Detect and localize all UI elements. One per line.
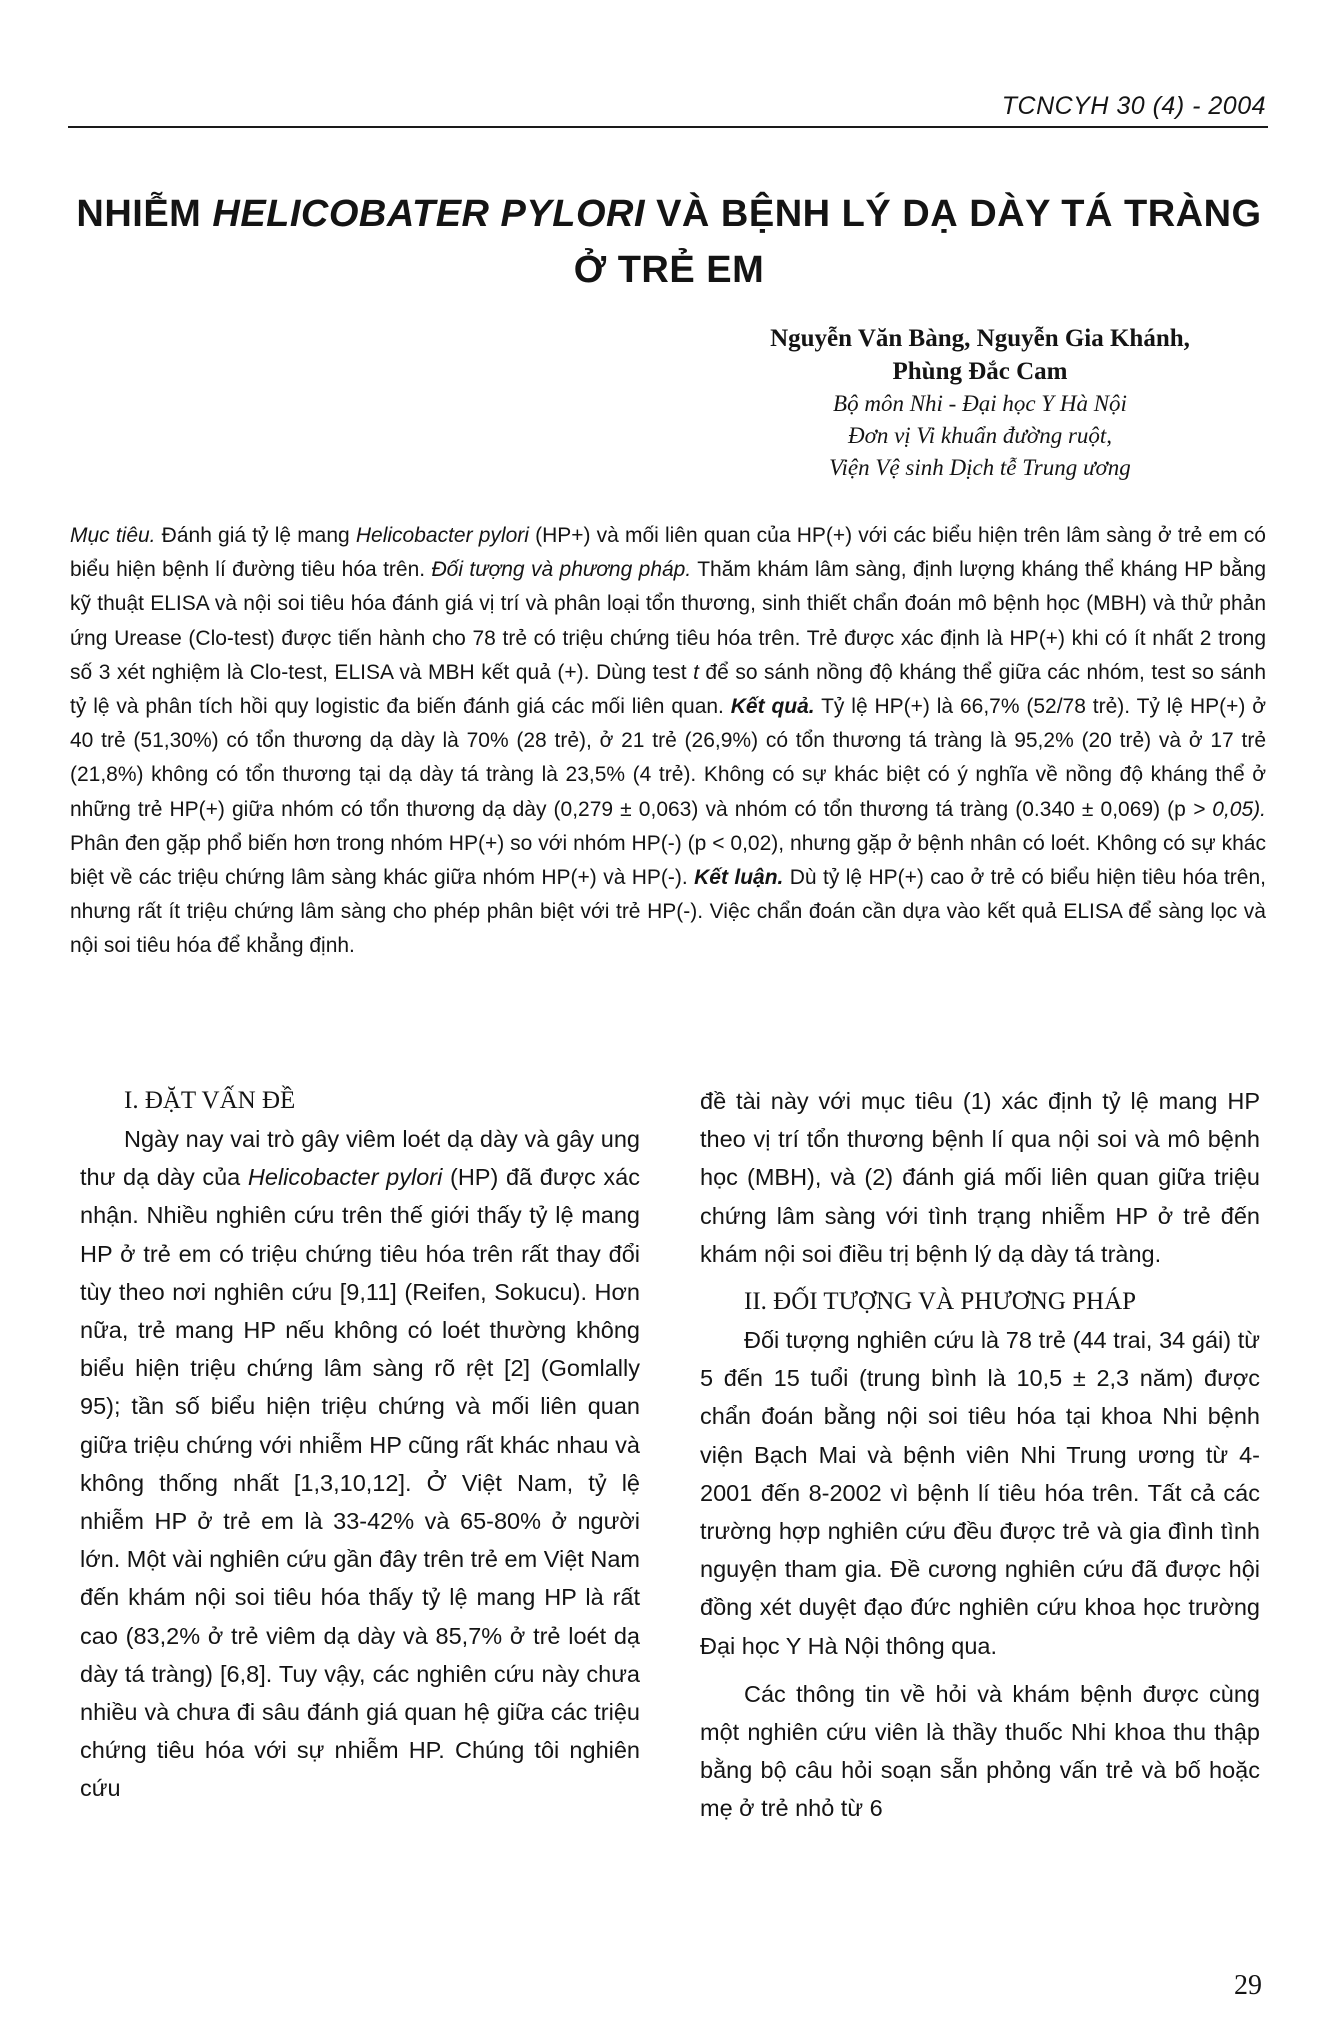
- author-names-line-2: Phùng Đắc Cam: [892, 358, 1068, 385]
- page-number: 29: [1234, 1970, 1262, 2001]
- journal-header: [68, 92, 1268, 128]
- methods-label: Đối tượng và phương pháp.: [431, 558, 692, 582]
- affiliation-1: Bộ môn Nhi - Đại học Y Hà Nội: [833, 391, 1127, 416]
- paragraph-subjects: Đối tượng nghiên cứu là 78 trẻ (44 trai, 34 gái) từ 5 đến 15 tuổi (trung bình là 10,5 ± 2,3 năm) được chẩn đoán bằng nội soi tiêu hóa tại khoa Nhi bệnh viện Bạch Mai và bệnh viên Nhi Trung ương từ 4-2001 đến 8-2002 vì bệnh lí tiêu hóa trên. Tất cả các trường hợp nghiên cứu đều được trẻ và gia đình tình nguyện tham gia. Đề cương nghiên cứu đã được hội đồng xét duyệt đạo đức nghiên cứu khoa học trường Đại học Y Hà Nội thông qua.: [700, 1327, 1260, 1659]
- conclusion-label: Kết luận.: [694, 866, 784, 890]
- section-heading-introduction: I. ĐẶT VẤN ĐỀ: [124, 1087, 296, 1114]
- title-line-1: NHIỄM HELICOBATER PYLORI VÀ BỆNH LÝ DẠ DÀY TÁ TRÀNG: [76, 193, 1262, 235]
- affiliation-2: Đơn vị Vi khuẩn đường ruột,: [847, 423, 1113, 448]
- results-label: Kết quả.: [730, 695, 815, 719]
- abstract: Mục tiêu. Đánh giá tỷ lệ mang Helicobacter pylori (HP+) và mối liên quan của HP(+) với các biểu hiện trên lâm sàng ở trẻ em có biểu hiện bệnh lí đường tiêu hóa trên. Đối tượng và phương pháp. Thăm khám lâm sàng, định lượng kháng thể kháng HP bằng kỹ thuật ELISA và nội soi tiêu hóa đánh giá vị trí và phân loại tổn thương, sinh thiết chẩn đoán mô bệnh học (MBH) và thử phản ứng Urease (Clo-test) được tiến hành cho 78 trẻ có triệu chứng tiêu hóa trên. Trẻ được xác định là HP(+) khi có ít nhất 2 trong số 3 xét nghiệm là Clo-test, ELISA và MBH kết quả (+). Dùng test t để so sánh nồng độ kháng thể giữa các nhóm, test so sánh tỷ lệ và phân tích hồi quy logistic đa biến đánh giá các mối liên quan. Kết quả. Tỷ lệ HP(+) là 66,7% (52/78 trẻ). Tỷ lệ HP(+) ở 40 trẻ (51,30%) có tổn thương dạ dày là 70% (28 trẻ), ở 21 trẻ (26,9%) có tổn thương tá tràng là 95,2% (20 trẻ) và ở 17 trẻ (21,8%) không có tổn thương tại dạ dày tá tràng là 23,5% (4 trẻ). Không có sự khác biệt có ý nghĩa về nồng độ kháng thể ở những trẻ HP(+) giữa nhóm có tổn thương dạ dày (0,279 ± 0,063) và nhóm có tổn thương tá tràng (0.340 ± 0,069) (p > 0,05). Phân đen gặp phổ biến hơn trong nhóm HP(+) so với nhóm HP(-) (p < 0,02), nhưng gặp ở bệnh nhân có loét. Không có sự khác biệt về các triệu chứng lâm sàng khác giữa nhóm HP(+) và HP(-). Kết luận. Dù tỷ lệ HP(+) cao ở trẻ có biểu hiện tiêu hóa trên, nhưng rất ít triệu chứng lâm sàng cho phép phân biệt với trẻ HP(-). Việc chẩn đoán cần dựa vào kết quả ELISA để sàng lọc và nội soi tiêu hóa để khẳng định.: [70, 524, 1267, 958]
- title-line-2: Ở TRẺ EM: [573, 249, 765, 291]
- paragraph-introduction: Ngày nay vai trò gây viêm loét dạ dày và gây ung thư dạ dày của Helicobacter pylori (HP) đã được xác nhận. Nhiều nghiên cứu trên thế giới thấy tỷ lệ mang HP ở trẻ em có triệu chứng tiêu hóa trên rất thay đổi tùy theo nơi nghiên cứu [9,11] (Reifen, Sokucu). Hơn nữa, trẻ mang HP nếu không có loét thường không biểu hiện triệu chứng lâm sàng rõ rệt [2] (Gomlally 95); tần số biểu hiện triệu chứng và mối liên quan giữa triệu chứng với nhiễm HP cũng rất khác nhau và không thống nhất [1,3,10,12]. Ở Việt Nam, tỷ lệ nhiễm HP ở trẻ em là 33-42% và 65-80% ở người lớn. Một vài nghiên cứu gần đây trên trẻ em Việt Nam đến khám nội soi tiêu hóa thấy tỷ lệ mang HP là rất cao (83,2% ở trẻ viêm dạ dày và 85,7% ở trẻ loét dạ dày tá tràng) [6,8]. Tuy vậy, các nghiên cứu này chưa nhiều và chưa đi sâu đánh giá quan hệ giữa các triệu chứng tiêu hóa với sự nhiễm HP. Chúng tôi nghiên cứu: [80, 1126, 640, 1802]
- article-title: [40, 186, 1298, 298]
- paragraph-introduction-continued: đề tài này với mục tiêu (1) xác định tỷ lệ mang HP theo vị trí tổn thương bệnh lí qua nội soi và mô bệnh học (MBH), và (2) đánh giá mối liên quan giữa triệu chứng lâm sàng với tình trạng nhiễm HP ở trẻ đến khám nội soi điều trị bệnh lý dạ dày tá tràng.: [700, 1088, 1260, 1267]
- body-column-right: [700, 1082, 1260, 1828]
- paragraph-data-collection: Các thông tin về hỏi và khám bệnh được cùng một nghiên cứu viên là thầy thuốc Nhi khoa thu thập bằng bộ câu hỏi soạn sẵn phỏng vấn trẻ và bố hoặc mẹ ở trẻ nhỏ từ 6: [700, 1680, 1260, 1822]
- journal-reference: TCNCYH 30 (4) - 2004: [1001, 92, 1266, 120]
- objective-label: Mục tiêu.: [70, 524, 156, 547]
- affiliation-3: Viện Vệ sinh Dịch tễ Trung ương: [829, 455, 1131, 480]
- author-block: [700, 322, 1260, 484]
- body-column-left: [80, 1082, 640, 1808]
- section-heading-methods: II. ĐỐI TƯỢNG VÀ PHƯƠNG PHÁP: [744, 1288, 1137, 1316]
- author-names-line-1: Nguyễn Văn Bàng, Nguyễn Gia Khánh,: [770, 325, 1190, 352]
